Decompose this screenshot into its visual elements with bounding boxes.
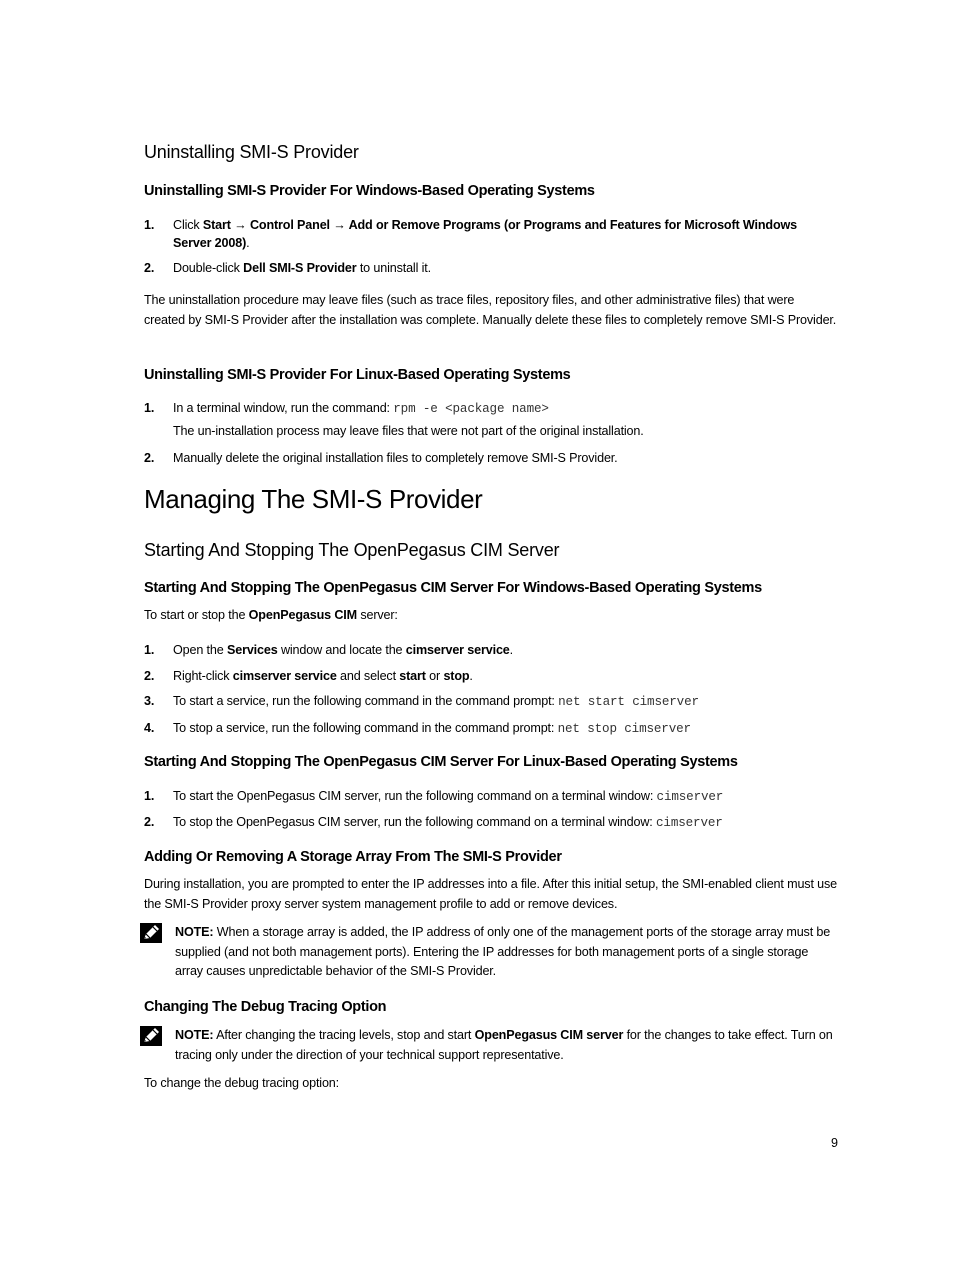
paragraph-start-stop-intro xyxy=(144,606,838,626)
list-text: . xyxy=(509,643,514,657)
list-text: Click xyxy=(173,218,203,232)
paragraph-text: server: xyxy=(356,608,398,622)
list-text: To stop a service, run the following command in the command prompt: xyxy=(173,721,558,735)
subsection-title-storage-array: Adding Or Removing A Storage Array From The SMI-S Provider xyxy=(144,849,562,865)
list-text: Right-click xyxy=(173,669,233,683)
subsection-title-uninstall-linux: Uninstalling SMI-S Provider For Linux-Based Operating Systems xyxy=(144,367,571,383)
ui-label: Services xyxy=(226,643,278,657)
list-text: Double-click xyxy=(173,261,244,275)
command-code: cimserver xyxy=(656,816,723,830)
ui-label: cimserver service xyxy=(405,643,510,657)
list-text: To start a service, run the following command in the command prompt: xyxy=(173,694,559,708)
list-number: 2. xyxy=(144,669,155,683)
ui-label: Dell SMI-S Provider xyxy=(243,261,357,275)
ui-label: OpenPegasus CIM server xyxy=(474,1028,624,1042)
ui-label: OpenPegasus CIM xyxy=(248,608,357,622)
page-number: 9 xyxy=(831,1136,839,1150)
list-text: . xyxy=(469,669,473,683)
paragraph-debug-tracing: To change the debug tracing option: xyxy=(144,1076,340,1090)
list-text: In a terminal window, run the command: xyxy=(173,401,394,415)
list-subtext: The un-installation process may leave files that were not part of the original installation. xyxy=(173,424,644,438)
note-label: NOTE: xyxy=(175,1028,214,1042)
section-title-uninstalling: Uninstalling SMI-S Provider xyxy=(144,142,359,162)
list-text: To start the OpenPegasus CIM server, run the following command on a terminal window: xyxy=(173,789,657,803)
paragraph-text: To start or stop the xyxy=(144,608,249,622)
ui-label: start xyxy=(399,669,426,683)
list-number: 3. xyxy=(144,694,155,708)
list-text: Manually delete the original installation files to completely remove SMI-S Provider. xyxy=(173,451,618,465)
command-code: net stop cimserver xyxy=(557,722,691,736)
list-text: window and locate the xyxy=(277,643,406,657)
note-label: NOTE: xyxy=(175,925,214,939)
chapter-title-managing: Managing The SMI-S Provider xyxy=(144,484,483,514)
list-text: Open the xyxy=(173,643,227,657)
ui-label: cimserver service xyxy=(232,669,337,683)
note-text: After changing the tracing levels, stop and start xyxy=(213,1028,475,1042)
list-number: 2. xyxy=(144,261,155,275)
list-number: 1. xyxy=(144,789,155,803)
subsection-title-uninstall-windows: Uninstalling SMI-S Provider For Windows-Based Operating Systems xyxy=(144,183,595,199)
note-text: When a storage array is added, the IP address of only one of the management ports of the storage array must be supplied (and not both management ports). Entering the IP addresses for both management ports of a single storage array causes unpredictable behavior of the SMI-S Provider. xyxy=(175,925,831,978)
subsection-title-start-stop-windows: Starting And Stopping The OpenPegasus CIM Server For Windows-Based Operating Systems xyxy=(144,580,762,596)
list-number: 1. xyxy=(144,643,155,657)
command-code: cimserver xyxy=(656,790,724,804)
list-text: . xyxy=(246,235,250,250)
list-number: 2. xyxy=(144,451,155,465)
note-pencil-icon xyxy=(140,923,162,943)
list-number: 1. xyxy=(144,401,155,415)
list-number: 2. xyxy=(144,815,155,829)
list-number: 1. xyxy=(144,218,155,232)
ui-path: Start → Control Panel → Add or Remove Programs (or Programs and Features for Microsoft Windows Server 2008) xyxy=(173,218,797,250)
list-text: or xyxy=(425,669,444,683)
command-code: rpm -e <package name> xyxy=(393,402,549,416)
subsection-title-debug-tracing: Changing The Debug Tracing Option xyxy=(144,999,387,1015)
note-text: for the changes to take effect. Turn on tracing only under the direction of your technical support representative. xyxy=(175,1028,833,1062)
note-pencil-icon xyxy=(140,1026,162,1046)
section-title-start-stop: Starting And Stopping The OpenPegasus CIM Server xyxy=(144,540,560,560)
list-text: and select xyxy=(336,669,400,683)
subsection-title-start-stop-linux: Starting And Stopping The OpenPegasus CIM Server For Linux-Based Operating Systems xyxy=(144,754,738,770)
paragraph-storage-array: During installation, you are prompted to enter the IP addresses into a file. After this initial setup, the SMI-enabled client must use the SMI-S Provider proxy server system management profile to add or remove devices. xyxy=(144,877,838,911)
command-code: net start cimserver xyxy=(558,695,699,709)
list-number: 4. xyxy=(144,721,155,735)
ui-label: stop xyxy=(443,669,470,683)
paragraph-uninstall-leftovers: The uninstallation procedure may leave files (such as trace files, repository files, and other administrative files) that were created by SMI-S Provider after the installation was complete. Manually delete these files to completely remove SMI-S Provider. xyxy=(144,293,837,327)
list-text: to uninstall it. xyxy=(356,261,431,275)
list-text: To stop the OpenPegasus CIM server, run the following command on a terminal window: xyxy=(173,815,657,829)
